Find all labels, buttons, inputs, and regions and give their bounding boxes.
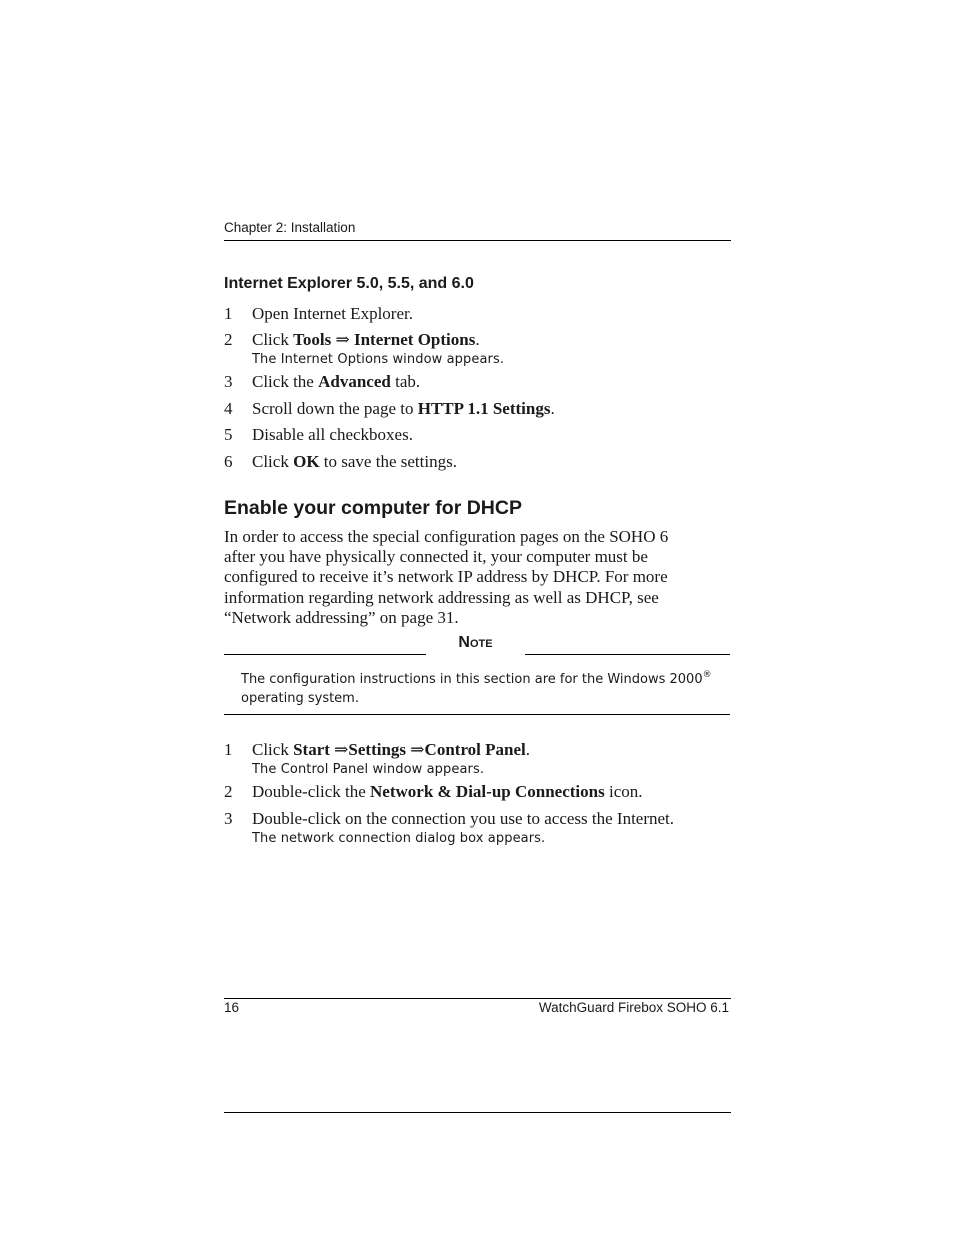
note-rule-right xyxy=(525,654,730,655)
note-rule-left xyxy=(224,654,426,655)
page-number: 16 xyxy=(224,1000,240,1015)
step-text: Open Internet Explorer. xyxy=(252,304,413,323)
step-text: Click the Advanced tab. xyxy=(252,372,421,391)
footer-book-title: WatchGuard Firebox SOHO 6.1 xyxy=(538,1000,729,1015)
ok-label: OK xyxy=(293,452,320,471)
menu-tools: Tools xyxy=(293,330,332,349)
step-number: 1 xyxy=(224,740,233,759)
step-number: 6 xyxy=(224,452,233,471)
network-connections-label: Network & Dial-up Connections xyxy=(370,782,605,801)
menu-start: Start xyxy=(293,740,330,759)
step-text: Disable all checkboxes. xyxy=(252,425,413,444)
running-header: Chapter 2: Installation xyxy=(224,220,356,235)
step-result: The network connection dialog box appears. xyxy=(252,831,546,846)
step-number: 3 xyxy=(224,809,233,828)
registered-mark: ® xyxy=(702,670,712,680)
menu-control-panel: Control Panel xyxy=(424,740,526,759)
header-rule xyxy=(224,240,731,241)
trim-rule xyxy=(224,1112,731,1113)
cross-reference: “Network addressing” on page 31. xyxy=(224,607,459,627)
step-number: 2 xyxy=(224,782,233,801)
section-heading-ie: Internet Explorer 5.0, 5.5, and 6.0 xyxy=(224,275,474,292)
step-text: Double-click on the connection you use to access the Internet. xyxy=(252,809,675,828)
http-settings: HTTP 1.1 Settings xyxy=(417,399,551,418)
note-bottom-rule xyxy=(224,714,730,715)
step-text: Scroll down the page to HTTP 1.1 Settings. xyxy=(252,399,555,418)
step-text: Click Tools ⇒ Internet Options. xyxy=(252,330,480,349)
note-label: Note xyxy=(458,634,493,651)
step-text: Click OK to save the settings. xyxy=(252,452,457,471)
step-text: Double-click the Network & Dial-up Connections icon. xyxy=(252,782,643,801)
step-result: The Control Panel window appears. xyxy=(252,762,485,777)
section-heading-dhcp: Enable your computer for DHCP xyxy=(224,497,522,519)
step-text: Click Start ⇒Settings ⇒Control Panel. xyxy=(252,740,531,759)
step-number: 4 xyxy=(224,399,233,418)
step-number: 2 xyxy=(224,330,233,349)
step-result: The Internet Options window appears. xyxy=(252,352,505,367)
tab-advanced: Advanced xyxy=(318,372,391,391)
step-number: 5 xyxy=(224,425,233,444)
menu-internet-options: Internet Options xyxy=(353,330,476,349)
step-number: 1 xyxy=(224,304,233,323)
dhcp-paragraph: In order to access the special configuration pages on the SOHO 6 after you have physically connected it, your computer must be configured to receive it’s network IP address by DHCP. For more information regarding network addressing as well as DHCP, see “Network addressing” on page 31. xyxy=(224,527,724,628)
menu-settings: Settings xyxy=(348,740,407,759)
note-text: The configuration instructions in this section are for the Windows 2000® operating system. xyxy=(241,670,712,706)
footer-rule xyxy=(224,998,731,999)
step-number: 3 xyxy=(224,372,233,391)
